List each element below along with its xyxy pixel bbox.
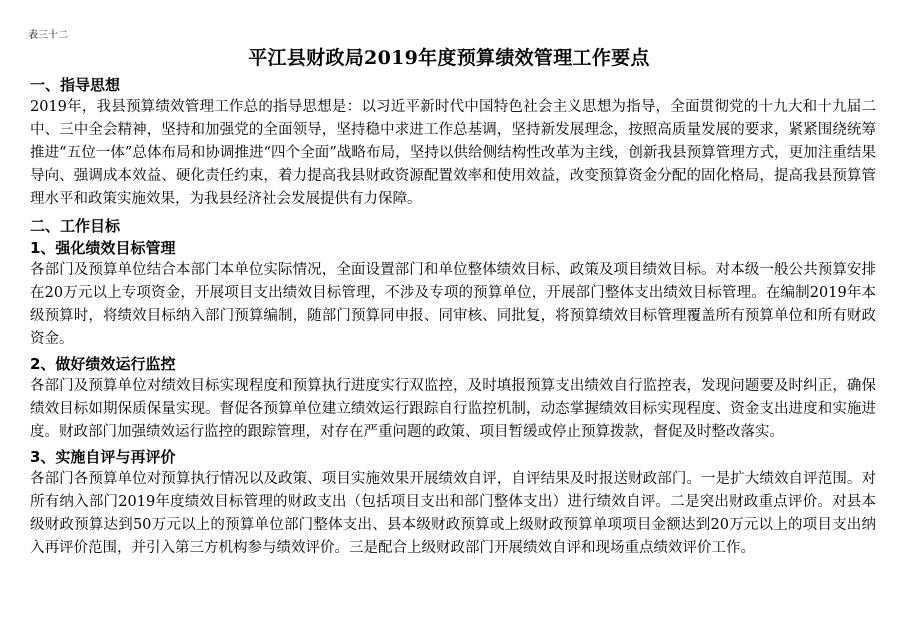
subsection-heading-target-management: 1、强化绩效目标管理 (30, 239, 176, 257)
subsection-heading-self-evaluation: 3、实施自评与再评价 (30, 448, 176, 466)
section-heading-guiding-ideology: 一、指导思想 (30, 76, 121, 94)
subsection-heading-operation-monitoring: 2、做好绩效运行监控 (30, 355, 176, 373)
document-body (30, 74, 876, 560)
section-paragraph-guiding-ideology: 2019年，我县预算绩效管理工作总的指导思想是：以习近平新时代中国特色社会主义思想为指导，全面贯彻党的十九大和十九届二中、三中全会精神，坚持和加强党的全面领导，坚持稳中求进工作总基调，坚持新发展理念，按照高质量发展的要求，紧紧围绕统筹推进“五位一体”总体布局和协调推进“四个全面”战略布局，坚持以供给侧结构性改革为主线，创新我县预算管理方式，更加注重结果导向、强调成本效益、硬化责任约束，着力提高我县财政资源配置效率和使用效益，改变预算资金分配的固化格局，提高我县预算管理水平和政策实施效果，为我县经济社会发展提供有力保障。 (30, 99, 876, 207)
section-heading-work-goals: 二、工作目标 (30, 217, 121, 235)
subsection-paragraph-target-management: 各部门及预算单位结合本部门本单位实际情况，全面设置部门和单位整体绩效目标、政策及项目绩效目标。对本级一般公共预算安排在20万元以上专项资金，开展项目支出绩效目标管理，不涉及专项的预算单位，开展部门整体支出绩效目标管理。在编制2019年本级预算时，将绩效目标纳入部门预算编制，随部门预算同申报、同审核、同批复，将预算绩效目标管理覆盖所有预算单位和所有财政资金。 (30, 262, 876, 347)
subsection-paragraph-operation-monitoring: 各部门及预算单位对绩效目标实现程度和预算执行进度实行双监控，及时填报预算支出绩效自行监控表，发现问题要及时纠正，确保绩效目标如期保质保量实现。督促各预算单位建立绩效运行跟踪自行监控机制，动态掌握绩效目标实现程度、资金支出进度和实施进度。财政部门加强绩效运行监控的跟踪管理，对存在严重问题的政策、项目暂缓或停止预算拨款，督促及时整改落实。 (30, 378, 876, 440)
table-number-label: 表三十二 (28, 30, 68, 41)
subsection-paragraph-self-evaluation: 各部门各预算单位对预算执行情况以及政策、项目实施效果开展绩效自评，自评结果及时报送财政部门。一是扩大绩效自评范围。对所有纳入部门2019年度绩效目标管理的财政支出（包括项目支出和部门整体支出）进行绩效自评。二是突出财政重点评价。对县本级财政预算达到50万元以上的预算单位部门整体支出、县本级财政预算或上级财政预算单项项目金额达到20万元以上的项目支出纳入再评价范围，并引入第三方机构参与绩效评价。三是配合上级财政部门开展绩效自评和现场重点绩效评价工作。 (30, 471, 876, 556)
document-title: 平江县财政局2019年度预算绩效管理工作要点 (248, 47, 650, 69)
